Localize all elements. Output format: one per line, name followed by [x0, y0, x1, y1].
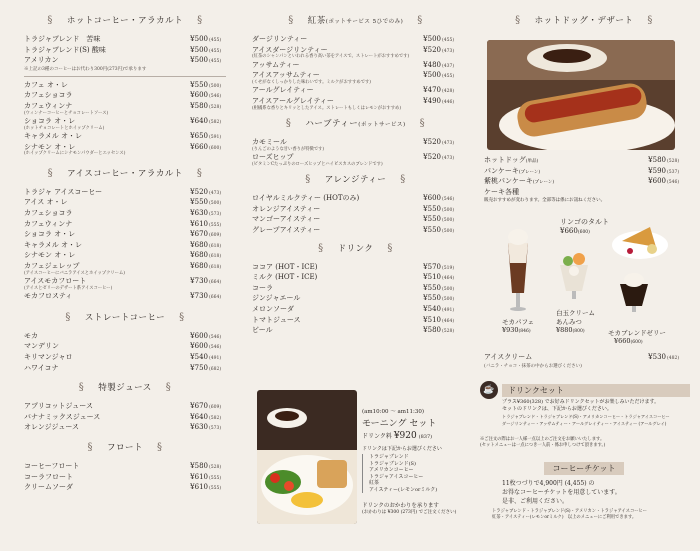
menu-item-tax: (591) — [209, 135, 222, 141]
menu-item-price: ¥480 — [423, 60, 441, 69]
menu-item — [484, 166, 684, 177]
menu-item-price: ¥500 — [423, 71, 441, 80]
menu-item-tax: (519) — [442, 265, 455, 271]
ticket-line: 11枚つづりで4,900円 (4,455) の — [502, 480, 595, 487]
menu-item-note: (プレーン) — [518, 169, 541, 175]
hotdog-section — [484, 14, 684, 26]
menu-item-name: トマトジュース — [252, 315, 301, 324]
morning-set-info — [362, 407, 462, 515]
menu-item-price: ¥600 — [423, 194, 441, 203]
menu-item-tax: (546) — [667, 180, 680, 186]
juice-section — [24, 381, 226, 433]
menu-item-price: ¥540 — [423, 305, 441, 313]
drink-set-notes: ※ご注文の際はお一人様一点以上のご注文をお願いいたします。 (セットメニューは一点につき一人前・係お申しつけて頂きます。) — [480, 437, 606, 448]
menu-item — [252, 315, 459, 326]
menu-item-price: ¥550 — [423, 294, 441, 303]
menu-item-name: オレンジアイスティー — [252, 204, 321, 213]
menu-item-price: ¥580 — [190, 461, 208, 470]
menu-item-tax: (500) — [209, 83, 222, 89]
menu-item-tax: (555) — [209, 475, 222, 481]
menu-item — [252, 304, 459, 315]
menu-item-price: ¥630 — [190, 423, 208, 432]
float-title: § フロート § — [87, 441, 163, 453]
menu-item-price: ¥630 — [190, 209, 208, 218]
menu-item-price: ¥520 — [423, 138, 441, 147]
menu-item-note: (単品) — [525, 159, 539, 164]
menu-item-price: ¥680 — [190, 251, 208, 260]
menu-item-tax: (473) — [442, 156, 455, 162]
menu-item — [24, 187, 226, 198]
menu-item-tax: (455) — [209, 48, 222, 54]
menu-item-tax: (428) — [442, 89, 455, 95]
morning-refill: ドリンクのおかわりを承ります — [362, 503, 439, 509]
menu-item-tax: (491) — [209, 355, 222, 361]
menu-item-tax: (437) — [442, 63, 455, 69]
menu-item-name: カフェウィンナ — [24, 101, 73, 110]
menu-item-name: コーラフロート — [24, 472, 73, 481]
menu-item-price: ¥540 — [190, 352, 208, 361]
iced-coffee-title: § アイスコーヒー・アラカルト § — [47, 167, 203, 179]
menu-item-tax: (555) — [209, 222, 222, 228]
menu-item-name: ジンジャエール — [252, 294, 301, 303]
menu-item-name: マンデリン — [24, 342, 59, 351]
icecream-note: (バニラ・チョコ・抹茶の中からお選びください) — [484, 363, 582, 369]
menu-item — [252, 60, 459, 71]
menu-item-price: ¥680 — [190, 262, 208, 270]
menu-item-price: ¥580 — [190, 101, 208, 110]
morning-desc: ドリンクは下記からお選びください — [362, 446, 442, 452]
juice-title: § 特製ジュース § — [78, 382, 172, 394]
drink-section — [252, 242, 459, 336]
menu-item-description: (ウィンナーコーヒーとチョコレートソース) — [24, 110, 109, 116]
menu-item-name: アッサムティー — [252, 60, 300, 69]
menu-item-price: ¥610 — [190, 219, 208, 228]
hotdog-list — [484, 155, 684, 203]
menu-item-price: ¥640 — [190, 412, 208, 421]
menu-item-price: ¥490 — [423, 96, 441, 105]
menu-item-tax: (500) — [209, 201, 222, 207]
menu-item-name: マンゴーアイスティー — [252, 215, 321, 224]
apple-tart-price: ¥660(600) — [560, 227, 590, 235]
menu-item-price: ¥660 — [190, 142, 208, 151]
menu-item-price: ¥590 — [648, 166, 666, 175]
menu-item — [24, 219, 226, 230]
menu-item-tax: (600) — [209, 145, 222, 151]
menu-item — [24, 55, 226, 66]
menu-item-name: 紫桃パンケーキ — [484, 177, 533, 186]
morning-refill-sub: (おかわりは ¥300 (273円) でご注文ください) — [362, 510, 457, 515]
menu-item-name: アールグレイティー — [252, 86, 314, 95]
menu-item-name: ショコラ オ・レ — [24, 117, 76, 126]
morning-set-photo — [257, 390, 357, 524]
menu-item-tax: (500) — [442, 207, 455, 213]
menu-item-tax: (546) — [209, 94, 222, 100]
menu-item-name: コーヒーフロート — [24, 461, 80, 470]
menu-item-tax: (573) — [209, 426, 222, 432]
morning-option: 紅茶 — [369, 480, 380, 486]
menu-item — [252, 262, 459, 273]
menu-item-tax: (618) — [209, 265, 222, 270]
menu-item — [24, 461, 226, 472]
menu-item-name: ダージリンティー — [252, 35, 308, 43]
menu-item-name: キリマンジャロ — [24, 352, 73, 361]
menu-item-price: ¥670 — [190, 230, 208, 239]
menu-item-name: メロンソーダ — [252, 305, 294, 313]
menu-item-name: カフェジェレップ — [24, 262, 80, 270]
float-section — [24, 441, 226, 493]
menu-item-price: ¥650 — [190, 132, 208, 141]
menu-item-name: カフェショコラ — [24, 209, 73, 218]
menu-item-price: ¥520 — [423, 45, 441, 54]
menu-item-price: ¥550 — [190, 80, 208, 89]
menu-item-name: ローズヒップ — [252, 153, 294, 162]
straight-coffee-title: § ストレートコーヒー § — [65, 311, 185, 323]
menu-item — [484, 187, 684, 198]
menu-item-name: ミルク (HOT・ICE) — [252, 273, 318, 282]
drink-set-line: セットのドリンクは、下記からお選びください。 — [502, 406, 612, 412]
menu-item-name: パンケーキ — [484, 166, 519, 175]
menu-item — [252, 34, 459, 45]
menu-item-price: ¥510 — [423, 273, 441, 282]
menu-item-tax: (464) — [442, 318, 455, 324]
menu-item-price: ¥550 — [423, 226, 441, 235]
menu-item — [24, 472, 226, 483]
menu-item — [252, 272, 459, 283]
menu-item-tax: (500) — [442, 297, 455, 303]
menu-item-tax: (473) — [209, 190, 222, 196]
menu-item-tax: (473) — [442, 48, 455, 54]
menu-item-price: ¥470 — [423, 86, 441, 95]
menu-item-tax: (500) — [442, 229, 455, 235]
menu-item-name: アイスアッサムティー — [252, 71, 320, 80]
menu-item-description: (アイスとゼリーのデザート系アイスコーヒー) — [24, 285, 113, 291]
mocha-jelly-label: モカブレンドゼリー — [608, 329, 666, 337]
menu-item — [24, 208, 226, 219]
menu-item-name: カモミール — [252, 138, 287, 147]
menu-item — [24, 229, 226, 240]
menu-item-name: カフェウィンナ — [24, 219, 73, 228]
morning-option: トラジャアイスコーヒー — [369, 473, 424, 480]
menu-item-name: モカ — [24, 331, 38, 340]
menu-item-price: ¥580 — [648, 156, 666, 164]
menu-item-price: ¥750 — [190, 363, 208, 372]
menu-item-tax: (528) — [667, 159, 680, 164]
menu-item-tax: (546) — [442, 197, 455, 203]
drink-set-line: ダージリンティー・アッサムティー・アールグレイティー・アイスティー (アールグレイ) — [502, 421, 667, 426]
drink-set-line: トラジャブレンド・トラジャブレンド(S)・アメリカンコーヒー・トラジャアイスコーヒー — [502, 414, 670, 419]
menu-item-name: ロイヤルミルクティー (HOTのみ) — [252, 194, 360, 203]
arrange-title: § アレンジティー § — [305, 174, 406, 186]
menu-item-tax: (455) — [442, 38, 455, 43]
menu-item-tax: (573) — [209, 212, 222, 218]
menu-item-tax: (473) — [442, 141, 455, 147]
menu-item — [24, 331, 226, 342]
menu-item — [24, 401, 226, 412]
menu-column-right — [480, 0, 684, 551]
menu-item-price: ¥500 — [190, 45, 208, 54]
menu-column-middle — [252, 0, 459, 551]
menu-item-name: シナモン オ・レ — [24, 251, 76, 260]
menu-item-tax: (491) — [442, 308, 455, 313]
menu-item-price: ¥670 — [190, 402, 208, 411]
menu-item-description: (りんごのような甘い香りが特徴です) — [252, 146, 325, 152]
refill-note: ※上記の3種のコーヒーはお代わり300円(273円)で承ります — [24, 66, 147, 72]
menu-item — [24, 412, 226, 423]
menu-item-tax: (500) — [442, 218, 455, 224]
menu-item — [24, 90, 226, 101]
menu-item-tax: (546) — [209, 345, 222, 351]
menu-item — [24, 482, 226, 493]
menu-item-name: バナナミックスジュース — [24, 412, 101, 421]
menu-item-name: アメリカン — [24, 56, 59, 65]
tea-title: § 紅茶(ポットサービス 5ひでのみ) § — [288, 15, 423, 26]
ticket-line: お得なコーヒーチケットを用意しています。 — [502, 489, 621, 496]
tea-section — [252, 14, 459, 111]
morning-option: トラジャブレンド(S) — [369, 460, 416, 467]
menu-item-price: ¥680 — [190, 240, 208, 249]
menu-item-name: ショコラ オ・レ — [24, 230, 76, 239]
menu-item-name: コーラ — [252, 283, 273, 292]
menu-item-price: ¥550 — [423, 204, 441, 213]
icecream-item: アイスクリーム ¥530 (482) — [484, 353, 680, 361]
menu-item-name: アイス オ・レ — [24, 198, 68, 207]
menu-item-tax: (455) — [442, 74, 455, 80]
menu-item-price: ¥570 — [423, 262, 441, 271]
menu-item-name: アイスダージリンティー — [252, 45, 328, 54]
menu-item-tax: (528) — [209, 104, 222, 110]
mocha-parfait-label: モカパフェ — [502, 318, 535, 326]
herb-section — [252, 117, 459, 167]
menu-item-name: カフェ オ・レ — [24, 80, 68, 89]
menu-item-tax: (618) — [209, 243, 222, 249]
menu-item-price: ¥510 — [423, 315, 441, 324]
iced-coffee-section — [24, 167, 226, 302]
menu-item-price: ¥500 — [190, 56, 208, 65]
menu-item-name: キャラメル オ・レ — [24, 240, 83, 249]
menu-item-name: ケーキ各種 — [484, 187, 519, 196]
morning-price: ドリンク料 ¥920 (837) — [362, 431, 433, 441]
menu-item — [252, 225, 459, 236]
morning-option: アメリカンコーヒー — [369, 467, 414, 473]
menu-item-tax: (528) — [442, 329, 455, 335]
dessert-area — [484, 213, 684, 363]
menu-item-tax: (546) — [209, 334, 222, 340]
menu-item-name: モカフロスティ — [24, 292, 73, 301]
menu-item-name: ホットドッグ — [484, 156, 526, 164]
menu-item-name: アイスモカフロート — [24, 277, 87, 286]
menu-item-description: (アイスコーヒーにバニラアイスとホイップクリーム) — [24, 270, 125, 276]
menu-item-tax: (528) — [209, 464, 222, 470]
menu-item — [252, 283, 459, 294]
menu-item — [24, 34, 226, 45]
menu-item-name: トラジャブレンド(S) 酸味 — [24, 45, 106, 54]
drink-set-title: ドリンクセット — [502, 384, 690, 397]
menu-item-price: ¥600 — [648, 177, 666, 186]
menu-item-tax: (455) — [209, 59, 222, 65]
menu-item-tax: (537) — [667, 169, 680, 175]
morning-hours: (am10:00 〜 am11:30) — [362, 409, 424, 415]
menu-item — [24, 341, 226, 352]
menu-item-tax: (664) — [209, 280, 222, 286]
anmitsu-photo — [554, 243, 594, 303]
ticket-line: 紅茶・アイスティー(レモンorミルク) 以上のメニューにご利用できます。 — [492, 515, 637, 520]
menu-item-description: (ホットチョコレートとホイップクリーム) — [24, 125, 105, 131]
menu-item-tax: (455) — [209, 38, 222, 43]
apple-tart-label: リンゴのタルト — [560, 218, 609, 226]
menu-item-price: ¥500 — [423, 35, 441, 43]
menu-item — [24, 363, 226, 374]
menu-item-price: ¥730 — [190, 277, 208, 286]
morning-option: トラジャブレンド — [369, 454, 409, 460]
menu-item-name: トラジャブレンド 苦味 — [24, 35, 101, 43]
menu-item-price: ¥580 — [423, 326, 441, 335]
menu-item-name: オレンジジュース — [24, 423, 79, 432]
menu-item-tax: (618) — [209, 254, 222, 260]
arrange-section — [252, 173, 459, 235]
menu-item-price: ¥610 — [190, 472, 208, 481]
menu-item-price: ¥730 — [190, 292, 208, 301]
mocha-jelly-photo — [616, 268, 652, 314]
menu-item — [24, 250, 226, 261]
mocha-jelly-price: ¥660(600) — [614, 337, 643, 345]
menu-item-description: (ビタミンCたっぷりのローズヒップとハイビスカスのブレンドです) — [252, 161, 383, 167]
menu-item-name: ビール — [252, 326, 273, 335]
menu-item-description: (柑橘系な香りとキリッとしたアイス。ストレートもしくはレモンがおすすめ) — [252, 105, 402, 111]
menu-column-left — [24, 0, 226, 551]
menu-item-price: ¥550 — [423, 215, 441, 224]
menu-item — [252, 204, 459, 215]
hot-coffee-section — [24, 14, 226, 157]
menu-item-name: ココア (HOT・ICE) — [252, 262, 318, 271]
anmitsu-label: 白玉クリーム あんみつ — [556, 309, 595, 326]
ticket-line: トラジャブレンド・トラジャブレンド(S)・アメリカン・トラジャアイスコーヒー — [492, 509, 647, 514]
menu-item-tax: (682) — [209, 366, 222, 372]
menu-item — [24, 422, 226, 433]
menu-item-price: ¥600 — [190, 331, 208, 340]
hotdog-photo — [487, 40, 675, 150]
menu-item-tax: (609) — [209, 405, 222, 411]
menu-item — [252, 193, 459, 204]
menu-item-tax: (464) — [442, 276, 455, 282]
menu-item-name: キャラメル オ・レ — [24, 132, 83, 141]
menu-item-tax: (555) — [209, 486, 222, 492]
menu-item-name: クリームソーダ — [24, 483, 73, 492]
drink-title: § ドリンク § — [318, 242, 393, 254]
menu-item-price: ¥550 — [423, 283, 441, 292]
anmitsu-price: ¥880(800) — [556, 326, 585, 334]
menu-item — [24, 80, 226, 91]
menu-item — [24, 131, 226, 142]
menu-item-description: (紅茶のシャンパンといわれる香り高い茶をアイスで。ストレートがおすすめです) — [252, 54, 410, 60]
menu-item — [484, 155, 684, 166]
menu-item-note: (プレーン) — [532, 180, 555, 186]
menu-item — [24, 291, 226, 302]
cup-icon: ☕ — [480, 381, 498, 399]
menu-item-tax: (609) — [209, 233, 222, 239]
menu-item-name: ハワイコナ — [24, 363, 59, 372]
hot-coffee-title: § ホットコーヒー・アラカルト § — [47, 15, 203, 26]
menu-item — [252, 85, 459, 96]
morning-option: アイスティー(レモンorミルク) — [369, 486, 438, 493]
menu-item-name: グレープアイスティー — [252, 226, 321, 235]
icecream-row — [484, 352, 684, 370]
menu-item — [484, 176, 684, 187]
menu-item-price: ¥520 — [190, 187, 208, 196]
morning-title: モーニング セット — [362, 419, 437, 429]
mocha-parfait-price: ¥930(846) — [502, 326, 531, 334]
drink-set-line: プラス¥360(328) でお好みドリンクセットがお楽しみいただけます。 — [502, 399, 660, 405]
menu-item-name: カフェショコラ — [24, 91, 73, 100]
ticket-line: 是非、ご利用ください。 — [502, 498, 569, 505]
menu-item-price: ¥600 — [190, 342, 208, 351]
ticket-title: コーヒーチケット — [544, 462, 624, 475]
menu-item — [24, 240, 226, 251]
menu-item-name: アイスアールグレイティー — [252, 96, 334, 105]
menu-item-description: (くせがなくしっかりした味わいです。ミルクがおすすめです) — [252, 79, 371, 85]
menu-item-name: アプリコットジュース — [24, 402, 93, 411]
menu-item-tax: (664) — [209, 295, 222, 301]
menu-item — [252, 293, 459, 304]
menu-item — [252, 325, 459, 336]
menu-item-description: (ホイップクリームにシナモンパウダーとエッセンス) — [24, 151, 126, 157]
menu-item-tax: (582) — [209, 120, 222, 126]
hotdog-title: § ホットドッグ・デザート § — [515, 15, 653, 26]
menu-item — [252, 214, 459, 225]
menu-item-price: ¥550 — [190, 198, 208, 207]
apple-tart-photo — [610, 213, 670, 263]
menu-item — [24, 352, 226, 363]
cake-note: 販売おすすめが変わります。全部等は係にお訊ねください。 — [484, 198, 606, 204]
menu-item — [24, 197, 226, 208]
menu-item-name: シナモン オ・レ — [24, 142, 76, 151]
menu-item-price: ¥600 — [190, 91, 208, 100]
mocha-parfait-photo — [504, 223, 532, 313]
coffee-ticket-box — [484, 462, 684, 521]
menu-item-tax: (582) — [209, 415, 222, 421]
herb-title: § ハーブティー(ポットサービス) § — [285, 118, 426, 130]
menu-item-tax: (500) — [442, 286, 455, 292]
straight-coffee-section — [24, 311, 226, 373]
menu-item-name: トラジャ アイスコーヒー — [24, 187, 103, 196]
menu-item — [24, 45, 226, 56]
menu-item-tax: (446) — [442, 99, 455, 105]
menu-item-price: ¥520 — [423, 153, 441, 162]
menu-item-price: ¥640 — [190, 117, 208, 126]
menu-item-price: ¥610 — [190, 483, 208, 492]
menu-item-price: ¥500 — [190, 35, 208, 43]
